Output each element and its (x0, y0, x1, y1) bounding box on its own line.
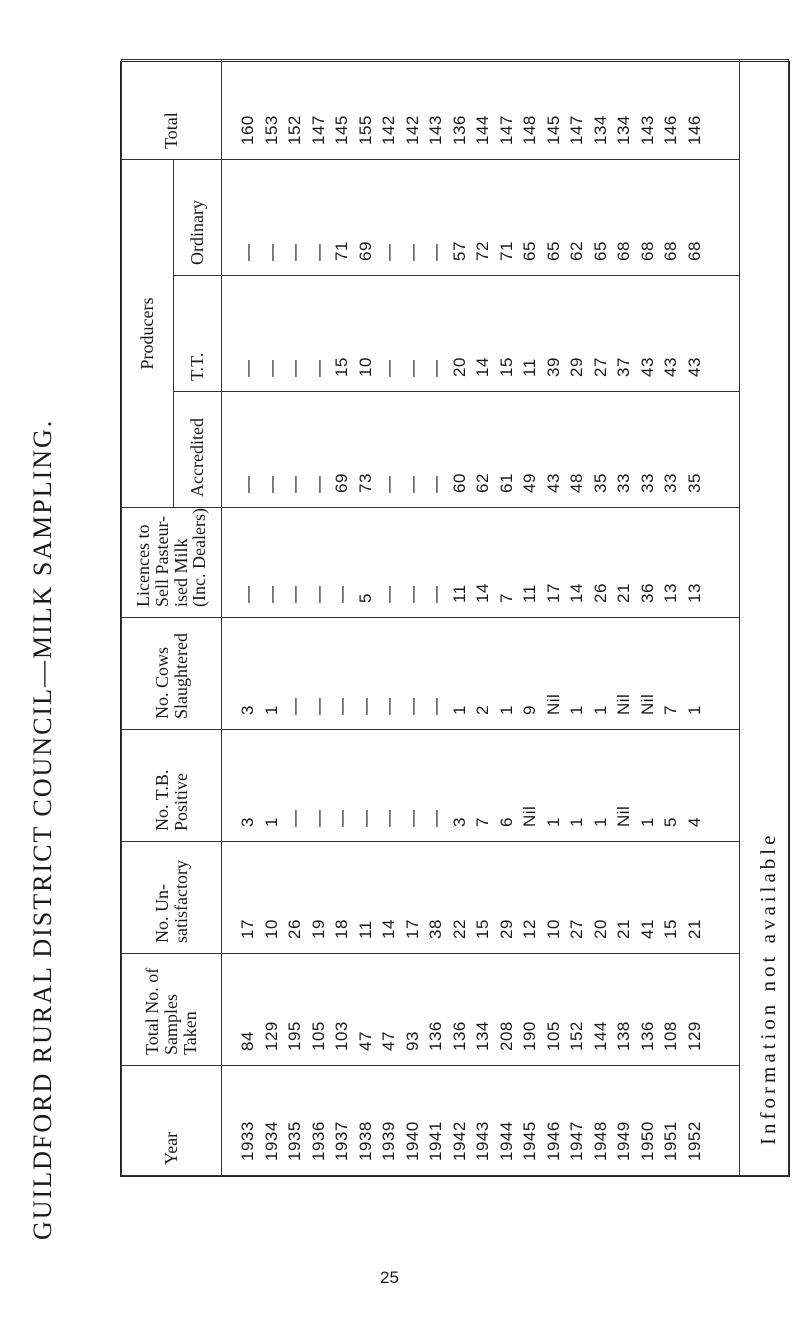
table-cell-cows-slaughtered: — (355, 697, 375, 715)
table-cell-samples-taken: 136 (426, 1021, 445, 1051)
table-cell-licences: — (402, 585, 422, 603)
table-cell-cows-slaughtered: Nil (543, 693, 563, 715)
table-cell-year: 1949 (614, 1121, 633, 1161)
year-list (236, 1072, 706, 1161)
table-cell-unsatisfactory: 27 (567, 919, 586, 939)
table-cell-ordinary: — (308, 243, 328, 261)
table-cell-total: 136 (449, 115, 469, 145)
table-cell-year: 1945 (520, 1121, 539, 1161)
table-cell-accredited: — (402, 475, 422, 493)
table-body-row (222, 60, 740, 1176)
table-cell-ordinary: — (402, 243, 422, 261)
table-cell-year: 1944 (496, 1121, 516, 1161)
table-cell-tt: 10 (355, 357, 375, 377)
tt-list (236, 282, 706, 377)
header-producers: Producers (122, 160, 174, 508)
page-number: 25 (380, 1268, 399, 1287)
header-ordinary: Ordinary (174, 160, 222, 276)
table-cell-samples-taken: 208 (496, 1021, 516, 1051)
table-cell-samples-taken: 152 (567, 1021, 586, 1051)
table-cell-cows-slaughtered: — (285, 697, 304, 715)
table-cell-tt: 20 (449, 357, 469, 377)
table-cell-total: 147 (496, 115, 516, 145)
table-cell-unsatisfactory: 29 (496, 919, 516, 939)
table-cell-cows-slaughtered: 2 (473, 705, 492, 715)
table-cell-unsatisfactory: 20 (590, 919, 610, 939)
table-cell-tb-positive: 1 (567, 817, 586, 827)
table-cell-cows-slaughtered: — (332, 697, 351, 715)
table-cell-tt: 14 (473, 357, 492, 377)
table-cell-tt: 39 (543, 357, 563, 377)
table-cell-unsatisfactory: 19 (308, 919, 328, 939)
table-cell-tt: 43 (637, 357, 657, 377)
table-cell-tt: 15 (496, 357, 516, 377)
tb-positive-list (236, 736, 706, 827)
table-cell-ordinary: — (261, 243, 281, 261)
table-cell-samples-taken: 195 (285, 1021, 304, 1051)
column-tt-values (222, 276, 740, 392)
table-cell-tb-positive: 3 (449, 817, 469, 827)
table-cell-ordinary: — (238, 243, 257, 261)
header-tb-positive: No. T.B. Positive (122, 730, 222, 842)
table-cell-ordinary: 65 (543, 241, 563, 261)
table-cell-cows-slaughtered: 1 (496, 705, 516, 715)
table-cell-licences: 13 (684, 583, 704, 603)
table-cell-year: 1948 (590, 1121, 610, 1161)
unsatisfactory-list (236, 848, 706, 939)
table-cell-licences: 11 (449, 584, 469, 603)
ordinary-list (236, 166, 706, 261)
table-cell-unsatisfactory: 18 (332, 919, 351, 939)
table-cell-year: 1941 (426, 1121, 445, 1161)
table-cell-tt: 11 (520, 358, 539, 377)
table-cell-tb-positive: — (402, 809, 422, 827)
table-cell-total: 145 (332, 115, 351, 145)
table-cell-licences: 17 (543, 583, 563, 603)
table-cell-tb-positive: — (285, 809, 304, 827)
table-cell-total: 142 (402, 115, 422, 145)
table-cell-unsatisfactory: 14 (379, 919, 398, 939)
table-cell-samples-taken: 93 (402, 1031, 422, 1051)
table-cell-samples-taken: 136 (449, 1021, 469, 1051)
table-cell-tt: — (379, 359, 398, 377)
table-cell-tt: — (261, 359, 281, 377)
table-cell-tt: 29 (567, 357, 586, 377)
table-cell-ordinary: 57 (449, 241, 469, 261)
table-cell-ordinary: 65 (520, 241, 539, 261)
table-cell-total: 134 (590, 115, 610, 145)
table-cell-ordinary: 68 (637, 241, 657, 261)
table-cell-tt: — (238, 359, 257, 377)
table-cell-licences: — (261, 585, 281, 603)
table-cell-year: 1942 (449, 1121, 469, 1161)
header-accredited: Accredited (174, 392, 222, 508)
table-cell-accredited: 33 (661, 473, 680, 493)
table-cell-ordinary: 62 (567, 241, 586, 261)
table-cell-total: 147 (308, 115, 328, 145)
table-cell-total: 134 (614, 115, 633, 145)
table-cell-year: 1952 (684, 1121, 704, 1161)
table-cell-unsatisfactory: 21 (684, 919, 704, 939)
table-cell-total: 143 (426, 115, 445, 145)
table-cell-accredited: — (285, 475, 304, 493)
table-cell-year: 1939 (379, 1121, 398, 1161)
table-cell-licences: — (285, 585, 304, 603)
note-cell (740, 60, 789, 1176)
table-cell-samples-taken: 84 (238, 1031, 257, 1051)
table-cell-ordinary: 72 (473, 241, 492, 261)
table-cell-unsatisfactory: 26 (285, 919, 304, 939)
table-cell-tt: 37 (614, 357, 633, 377)
table-cell-tb-positive: Nil (614, 805, 633, 827)
table-cell-tb-positive: — (426, 809, 445, 827)
table-cell-accredited: — (261, 475, 281, 493)
table-cell-ordinary: 69 (355, 241, 375, 261)
table-cell-tb-positive: 1 (261, 817, 281, 827)
header-tt: T.T. (174, 276, 222, 392)
table-cell-ordinary: — (426, 243, 445, 261)
table-cell-ordinary: — (379, 243, 398, 261)
table-cell-samples-taken: 108 (661, 1021, 680, 1051)
table-cell-tt: 43 (684, 357, 704, 377)
table-cell-licences: — (308, 585, 328, 603)
table-cell-cows-slaughtered: 1 (449, 705, 469, 715)
table-cell-tt: — (308, 359, 328, 377)
table-cell-unsatisfactory: 10 (543, 919, 563, 939)
table-cell-tt: — (285, 359, 304, 377)
table-cell-tb-positive: 1 (543, 817, 563, 827)
table-cell-cows-slaughtered: 3 (238, 705, 257, 715)
column-total-values (222, 60, 740, 160)
table-cell-cows-slaughtered: 1 (590, 705, 610, 715)
column-ordinary-values (222, 160, 740, 276)
table-cell-unsatisfactory: 11 (355, 920, 375, 939)
table-cell-unsatisfactory: 21 (614, 919, 633, 939)
table-cell-licences: 13 (661, 583, 680, 603)
milk-sampling-table (121, 59, 789, 1176)
table-cell-cows-slaughtered: Nil (637, 693, 657, 715)
table-cell-ordinary: 68 (684, 241, 704, 261)
table-cell-total: 152 (285, 115, 304, 145)
column-licences-values (222, 508, 740, 618)
total-list (236, 66, 706, 145)
table-cell-tb-positive: — (379, 809, 398, 827)
table-cell-total: 148 (520, 115, 539, 145)
table-cell-licences: — (332, 585, 351, 603)
table-cell-ordinary: — (285, 243, 304, 261)
column-accredited-values (222, 392, 740, 508)
table-cell-total: 144 (473, 115, 492, 145)
header-licences: Licences to Sell Pasteur-ised Milk (Inc. Dealers) (122, 508, 222, 618)
table-cell-tb-positive: 5 (661, 817, 680, 827)
table-cell-year: 1946 (543, 1121, 563, 1161)
table-cell-tt: 15 (332, 357, 351, 377)
table-cell-tb-positive: 6 (496, 817, 516, 827)
table-cell-total: 146 (684, 115, 704, 145)
column-samples-taken-values (222, 954, 740, 1066)
table-cell-samples-taken: 134 (473, 1021, 492, 1051)
table-cell-cows-slaughtered: 1 (684, 705, 704, 715)
table-cell-cows-slaughtered: Nil (614, 693, 633, 715)
table-cell-samples-taken: 103 (332, 1021, 351, 1051)
table-cell-licences: 21 (614, 583, 633, 603)
table-cell-licences: — (238, 585, 257, 603)
table-cell-tb-positive: 1 (590, 817, 610, 827)
table-cell-accredited: 48 (567, 473, 586, 493)
table-cell-cows-slaughtered: — (379, 697, 398, 715)
licences-list (236, 514, 706, 603)
table-cell-tt: — (426, 359, 445, 377)
table-cell-accredited: 61 (496, 473, 516, 493)
table-cell-unsatisfactory: 38 (426, 919, 445, 939)
table-cell-year: 1933 (238, 1121, 257, 1161)
table-cell-tt: 43 (661, 357, 680, 377)
table-cell-unsatisfactory: 22 (449, 919, 469, 939)
table-cell-total: 145 (543, 115, 563, 145)
table-cell-unsatisfactory: 15 (473, 919, 492, 939)
table-cell-licences: — (426, 585, 445, 603)
table-cell-accredited: 33 (614, 473, 633, 493)
table-cell-accredited: 35 (590, 473, 610, 493)
table-cell-total: 142 (379, 115, 398, 145)
table-cell-year: 1937 (332, 1121, 351, 1161)
table-cell-licences: 36 (637, 583, 657, 603)
table-cell-cows-slaughtered: — (402, 697, 422, 715)
table-cell-total: 147 (567, 115, 586, 145)
table-cell-year: 1951 (661, 1121, 680, 1161)
table-cell-accredited: 62 (473, 473, 492, 493)
table-cell-samples-taken: 47 (355, 1031, 375, 1051)
page-heading: GUILDFORD RURAL DISTRICT COUNCIL—MILK SAMPLING. (28, 418, 57, 1240)
table-cell-licences: 14 (567, 583, 586, 603)
table-cell-year: 1938 (355, 1121, 375, 1161)
table-cell-tb-positive: 3 (238, 817, 257, 827)
table-cell-unsatisfactory: 41 (637, 919, 657, 939)
table-cell-accredited: 69 (332, 473, 351, 493)
table-cell-cows-slaughtered: 1 (261, 705, 281, 715)
table-cell-samples-taken: 105 (543, 1021, 563, 1051)
table-cell-accredited: — (308, 475, 328, 493)
table-cell-year: 1943 (473, 1121, 492, 1161)
table-cell-samples-taken: 105 (308, 1021, 328, 1051)
table-cell-unsatisfactory: 10 (261, 919, 281, 939)
table-cell-tb-positive: Nil (520, 805, 539, 827)
table-cell-cows-slaughtered: — (308, 697, 328, 715)
table-cell-tb-positive: 7 (473, 817, 492, 827)
table-cell-licences: 14 (473, 583, 492, 603)
table-cell-samples-taken: 129 (684, 1021, 704, 1051)
table-cell-tb-positive: — (308, 809, 328, 827)
table-cell-year: 1936 (308, 1121, 328, 1161)
header-year: Year (122, 1066, 222, 1176)
table-cell-cows-slaughtered: 7 (661, 705, 680, 715)
table-cell-licences: 5 (355, 593, 375, 603)
table-cell-tb-positive: 4 (684, 817, 704, 827)
not-available-note: Information not available (755, 831, 780, 1145)
table-cell-accredited: 33 (637, 473, 657, 493)
column-year-values (222, 1066, 740, 1176)
table-cell-accredited: 49 (520, 473, 539, 493)
samples-taken-list (236, 960, 706, 1051)
table-cell-accredited: — (238, 475, 257, 493)
table-cell-tb-positive: — (355, 809, 375, 827)
note-row (740, 60, 789, 1176)
table-cell-total: 155 (355, 115, 375, 145)
table-cell-year: 1934 (261, 1121, 281, 1161)
table-cell-ordinary: 68 (661, 241, 680, 261)
header-samples-taken: Total No. of Samples Taken (122, 954, 222, 1066)
table-cell-unsatisfactory: 17 (402, 919, 422, 939)
header-total: Total (122, 60, 222, 160)
table-cell-unsatisfactory: 12 (520, 919, 539, 939)
table-cell-total: 160 (238, 115, 257, 145)
table-cell-cows-slaughtered: 1 (567, 705, 586, 715)
header-cows-slaughtered: No. Cows Slaughtered (122, 618, 222, 730)
table-cell-tt: — (402, 359, 422, 377)
table-cell-ordinary: 65 (590, 241, 610, 261)
table-cell-samples-taken: 47 (379, 1031, 398, 1051)
accredited-list (236, 398, 706, 493)
table-cell-samples-taken: 138 (614, 1021, 633, 1051)
table-cell-accredited: 60 (449, 473, 469, 493)
table-cell-tb-positive: — (332, 809, 351, 827)
table-cell-accredited: — (426, 475, 445, 493)
table-cell-samples-taken: 144 (590, 1021, 610, 1051)
table-cell-ordinary: 71 (332, 241, 351, 261)
table-cell-samples-taken: 129 (261, 1021, 281, 1051)
table-cell-samples-taken: 190 (520, 1021, 539, 1051)
table-cell-tt: 27 (590, 357, 610, 377)
table-cell-unsatisfactory: 15 (661, 919, 680, 939)
table-cell-unsatisfactory: 17 (238, 919, 257, 939)
table-cell-licences: — (379, 585, 398, 603)
table-cell-tb-positive: 1 (637, 817, 657, 827)
table-cell-total: 146 (661, 115, 680, 145)
milk-sampling-table-frame (120, 61, 790, 1177)
table-cell-accredited: — (379, 475, 398, 493)
column-tb-positive-values (222, 730, 740, 842)
table-cell-year: 1935 (285, 1121, 304, 1161)
table-cell-total: 143 (637, 115, 657, 145)
table-cell-year: 1940 (402, 1121, 422, 1161)
table-cell-licences: 7 (496, 593, 516, 603)
table-cell-ordinary: 71 (496, 241, 516, 261)
table-cell-licences: 11 (520, 584, 539, 603)
table-cell-cows-slaughtered: — (426, 697, 445, 715)
table-cell-accredited: 43 (543, 473, 563, 493)
column-unsatisfactory-values (222, 842, 740, 954)
table-cell-total: 153 (261, 115, 281, 145)
header-unsatisfactory: No. Un-satisfactory (122, 842, 222, 954)
column-cows-slaughtered-values (222, 618, 740, 730)
table-cell-licences: 26 (590, 583, 610, 603)
cows-slaughtered-list (236, 624, 706, 715)
table-cell-samples-taken: 136 (637, 1021, 657, 1051)
table-cell-accredited: 35 (684, 473, 704, 493)
table-cell-year: 1947 (567, 1121, 586, 1161)
table-cell-year: 1950 (637, 1121, 657, 1161)
table-cell-accredited: 73 (355, 473, 375, 493)
table-cell-ordinary: 68 (614, 241, 633, 261)
table-cell-cows-slaughtered: 9 (520, 705, 539, 715)
